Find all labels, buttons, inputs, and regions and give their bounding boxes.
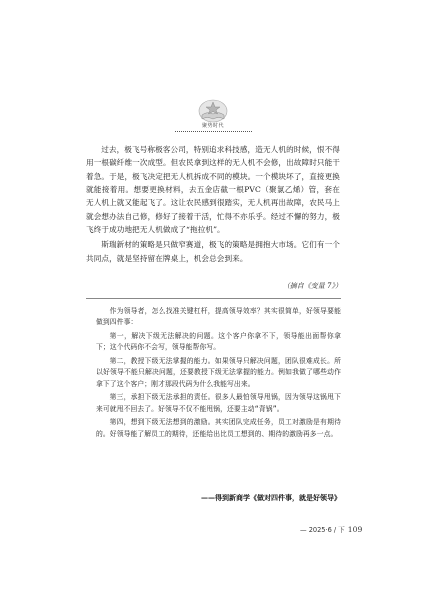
article-source: （摘自《变量 7》） <box>282 282 342 290</box>
page-number: 109 <box>347 525 363 534</box>
page-footer <box>300 524 363 534</box>
section-label: 聚势时代 <box>201 123 224 129</box>
book-emblem-icon <box>196 98 230 124</box>
sidebar-paragraph: 第一，解决下级无法解决的问题。这个客户你拿不下，领导能出面帮你拿下；这个代码你不会写，领导能帮你写。 <box>96 331 341 352</box>
main-article <box>86 143 340 265</box>
header-divider <box>175 131 252 132</box>
sidebar-article <box>96 306 341 440</box>
sidebar-source: ——得到新商学《做对四件事，就是好领导》 <box>201 493 341 502</box>
article-paragraph: 过去，极飞号称极客公司，特别追求科技感，造无人机的时候，恨不得用一根碳纤维一次成型。但农民拿到这样的无人机不会修，出故障时只能干着急。于是，极飞决定把无人机拆成不同的模块。一个模块坏了，直接更换就能接着用。想要更换材料，去五金店截一根PVC（聚氯乙烯）管，套在无人机上就又能起飞了。这让农民感到很踏实，无人机再出故障，农民马上就会想办法自己修，修好了接着干活，忙得不亦乐乎。经过不懈的努力，极飞终于成功地把无人机做成了“拖拉机”。 <box>86 145 340 235</box>
sidebar-paragraph: 第二，教授下级无法掌握的能力。如果领导只解决问题，团队很难成长。所以好领导不能只解决问题，还要教授下级无法掌握的能力。例如我做了哪些动作拿下了这个客户；刚才那段代码为什么我能写出来。 <box>96 356 341 388</box>
issue-label: — 2025·6 / 下 <box>300 526 345 534</box>
article-paragraph: 斯瑞新材的策略是只做窄赛道，极飞的策略是拥抱大市场。它们有一个共同点，就是坚持留在牌桌上，机会总会到来。 <box>86 240 340 263</box>
sidebar-paragraph: 第三，承担下级无法承担的责任。很多人最怕领导甩锅，因为领导这锅甩下来可就甩不回去了。好领导不仅不能甩锅，还要主动“背锅”。 <box>96 393 341 413</box>
section-divider <box>86 298 341 299</box>
sidebar-paragraph: 作为领导者，怎么找准关键杠杆，提高领导效率？其实很简单，好领导要能做到四件事： <box>96 307 341 327</box>
sidebar-paragraph: 第四，想到下级无法想到的激励。其实团队完成任务，员工对激励是有期待的。好领导能了解员工的期待，还能给出比员工想到的、期待的激励再多一点。 <box>96 418 341 438</box>
